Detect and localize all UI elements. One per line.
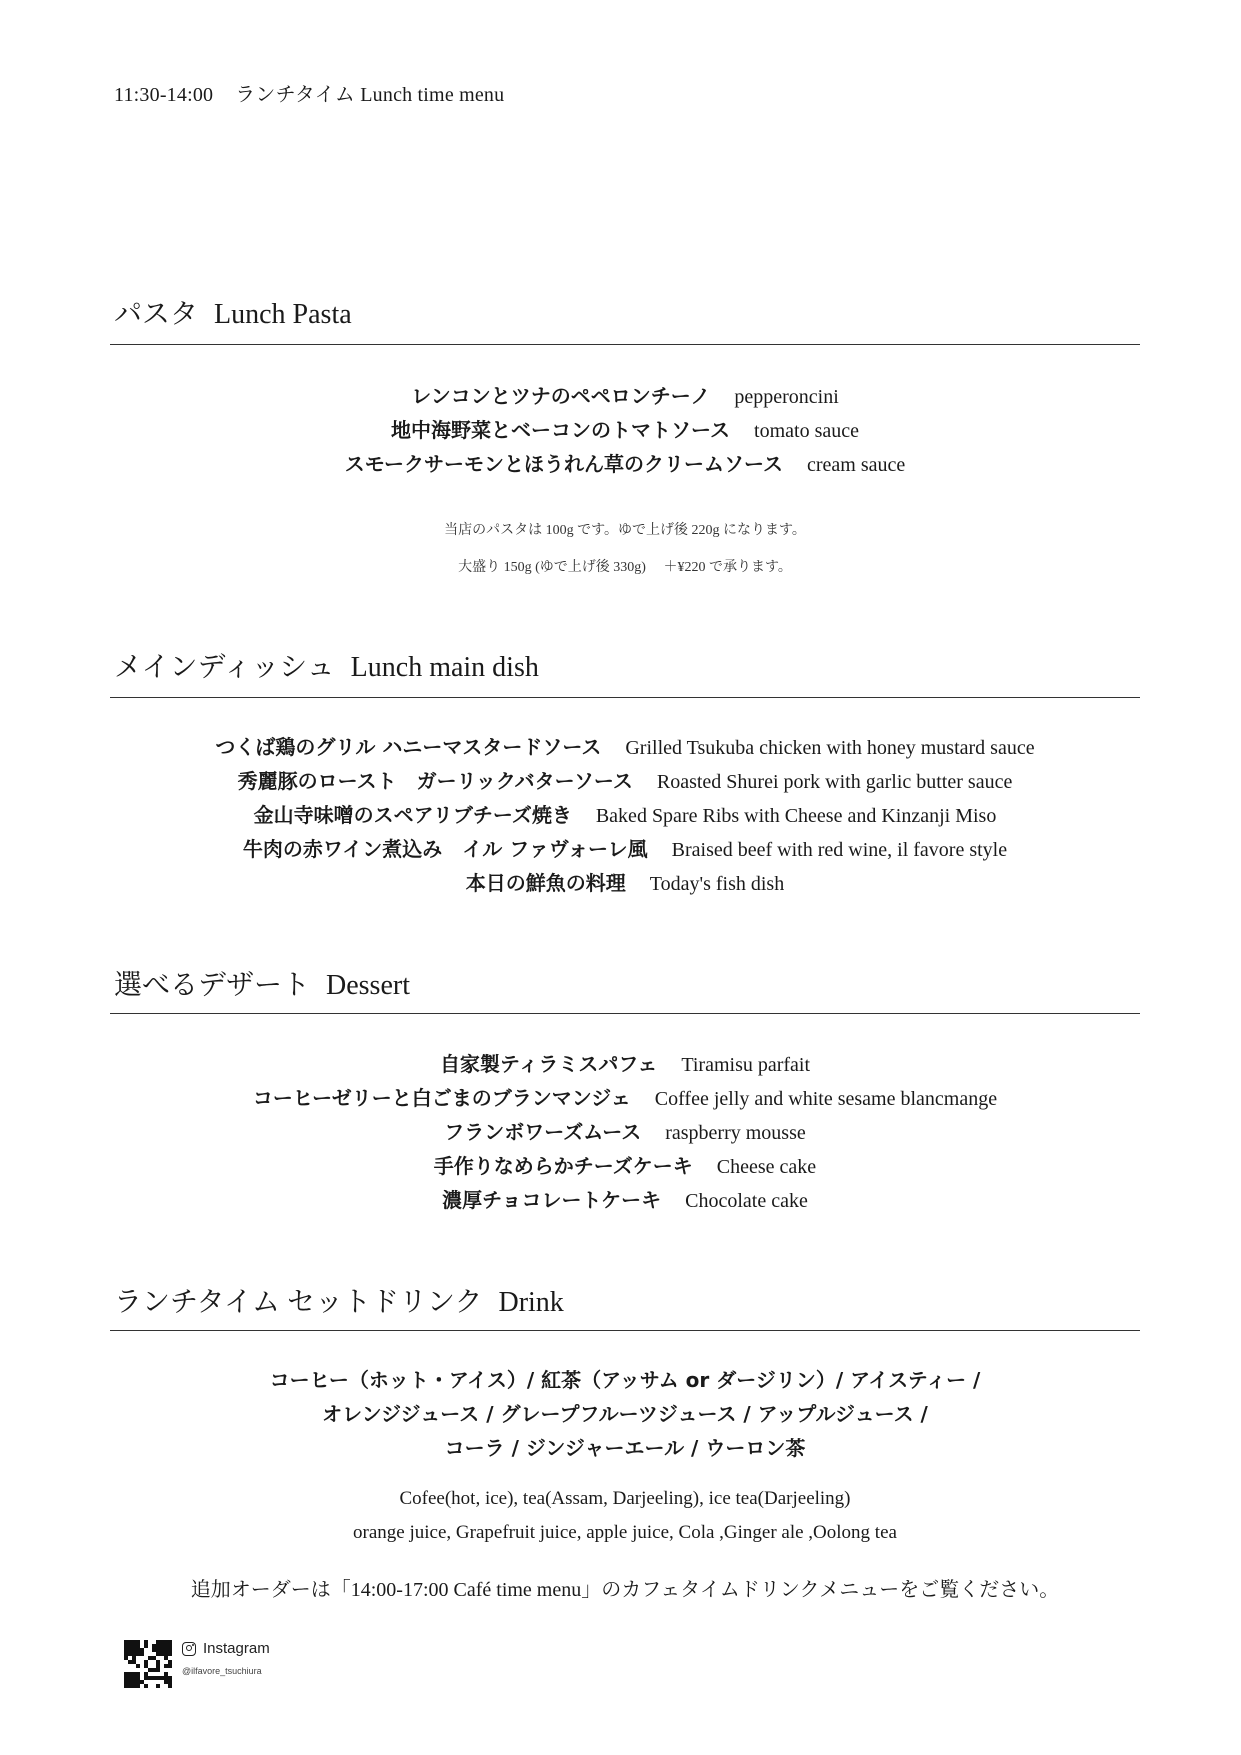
menu-item [110, 730, 1140, 764]
menu-item [110, 1183, 1140, 1217]
menu-item [110, 866, 1140, 900]
drink-title-en: Drink [498, 1287, 564, 1318]
drink-list-en [110, 1482, 1140, 1550]
item-name-jp: フランボワーズムース [444, 1120, 642, 1144]
item-name-en: Today's fish dish [649, 873, 785, 895]
drink-line-jp: コーヒー（ホット・アイス）/ 紅茶（アッサム or ダージリン）/ アイスティー / [269, 1368, 981, 1392]
dessert-title-en: Dessert [326, 970, 410, 1001]
qr-module [168, 1664, 172, 1668]
menu-item [110, 1149, 1140, 1183]
drink-line-jp: コーラ / ジンジャーエール / ウーロン茶 [444, 1436, 806, 1460]
instagram-handle: @ilfavore_tsuchiura [182, 1666, 262, 1676]
pasta-section-title [114, 292, 352, 332]
item-name-en: Braised beef with red wine, il favore style [671, 839, 1008, 861]
pasta-notes [110, 512, 1140, 586]
menu-item [110, 379, 1140, 413]
item-name-jp: 地中海野菜とベーコンのトマトソース [391, 418, 731, 442]
item-name-en: Tiramisu parfait [681, 1054, 811, 1076]
footer [124, 1640, 270, 1688]
qr-module [140, 1652, 144, 1656]
qr-module [136, 1684, 140, 1688]
qr-module [156, 1668, 160, 1672]
menu-item [110, 413, 1140, 447]
menu-item [110, 447, 1140, 481]
item-name-jp: つくば鶏のグリル ハニーマスタードソース [215, 735, 602, 759]
instagram-label: Instagram [203, 1640, 270, 1657]
item-name-jp: コーヒーゼリーと白ごまのブランマンジェ [252, 1086, 631, 1110]
menu-item [110, 764, 1140, 798]
drink-line-en: Cofee(hot, ice), tea(Assam, Darjeeling), ice tea(Darjeeling) [399, 1488, 851, 1509]
drink-line-jp: オレンジジュース / グレープフルーツジュース / アップルジュース / [322, 1402, 928, 1426]
dessert-items [110, 1047, 1140, 1217]
item-name-en: Roasted Shurei pork with garlic butter sauce [656, 771, 1013, 793]
qr-module [144, 1644, 148, 1648]
drink-line-en: orange juice, Grapefruit juice, apple juice, Cola ,Ginger ale ,Oolong tea [353, 1522, 897, 1543]
item-name-en: pepperoncini [734, 386, 839, 408]
main-items [110, 730, 1140, 900]
item-name-jp: スモークサーモンとほうれん草のクリームソース [344, 452, 783, 476]
menu-item [110, 1081, 1140, 1115]
instagram-link[interactable] [182, 1640, 270, 1657]
drink-divider [110, 1330, 1140, 1331]
drink-additional-note: 追加オーダーは「14:00-17:00 Café time menu」のカフェタイムドリンクメニューをご覧ください。 [190, 1579, 1060, 1601]
drink-section-title [114, 1280, 564, 1320]
menu-item [110, 1115, 1140, 1149]
header-title-en: Lunch time menu [360, 84, 505, 106]
dessert-section-title [114, 963, 410, 1003]
pasta-note: 大盛り 150g (ゆで上げ後 330g) ＋¥220 で承ります。 [458, 560, 792, 575]
item-name-jp: レンコンとツナのペペロンチーノ [411, 384, 711, 408]
qr-module [168, 1684, 172, 1688]
pasta-divider [110, 344, 1140, 345]
drink-title-jp: ランチタイム セットドリンク [114, 1287, 483, 1318]
menu-item [110, 832, 1140, 866]
item-name-jp: 手作りなめらかチーズケーキ [433, 1154, 693, 1178]
item-name-en: Chocolate cake [685, 1190, 808, 1212]
header-time: 11:30-14:00 [114, 84, 214, 106]
pasta-note: 当店のパスタは 100g です。ゆで上げ後 220g になります。 [444, 523, 806, 538]
main-section-title [114, 645, 539, 685]
drink-list-jp [110, 1363, 1140, 1465]
dessert-divider [110, 1013, 1140, 1014]
item-name-en: Cheese cake [716, 1156, 817, 1178]
item-name-en: raspberry mousse [665, 1122, 806, 1144]
menu-item [110, 798, 1140, 832]
item-name-en: Baked Spare Ribs with Cheese and Kinzanji Miso [595, 805, 997, 827]
pasta-title-en: Lunch Pasta [214, 299, 352, 330]
qr-module [168, 1652, 172, 1656]
item-name-en: Coffee jelly and white sesame blancmange [654, 1088, 998, 1110]
main-title-en: Lunch main dish [350, 652, 539, 683]
item-name-en: Grilled Tsukuba chicken with honey mustard sauce [625, 737, 1035, 759]
dessert-title-jp: 選べるデザート [114, 970, 311, 1001]
item-name-en: cream sauce [806, 454, 906, 476]
item-name-jp: 秀麗豚のロースト ガーリックバターソース [237, 769, 633, 793]
qr-code-icon[interactable] [124, 1640, 172, 1688]
header-title-jp: ランチタイム [235, 84, 356, 106]
item-name-jp: 金山寺味噌のスペアリブチーズ焼き [253, 803, 572, 827]
item-name-jp: 牛肉の赤ワイン煮込み イル ファヴォーレ風 [242, 837, 648, 861]
main-divider [110, 697, 1140, 698]
main-title-jp: メインディッシュ [114, 652, 335, 683]
pasta-items [110, 379, 1140, 481]
pasta-title-jp: パスタ [114, 299, 199, 330]
menu-item [110, 1047, 1140, 1081]
item-name-jp: 濃厚チョコレートケーキ [442, 1188, 662, 1212]
instagram-icon [182, 1642, 196, 1656]
item-name-jp: 本日の鮮魚の料理 [465, 871, 626, 895]
qr-module [144, 1684, 148, 1688]
qr-module [136, 1664, 140, 1668]
item-name-en: tomato sauce [754, 420, 859, 442]
page-header [114, 78, 504, 107]
item-name-jp: 自家製ティラミスパフェ [439, 1052, 658, 1076]
qr-module [156, 1684, 160, 1688]
